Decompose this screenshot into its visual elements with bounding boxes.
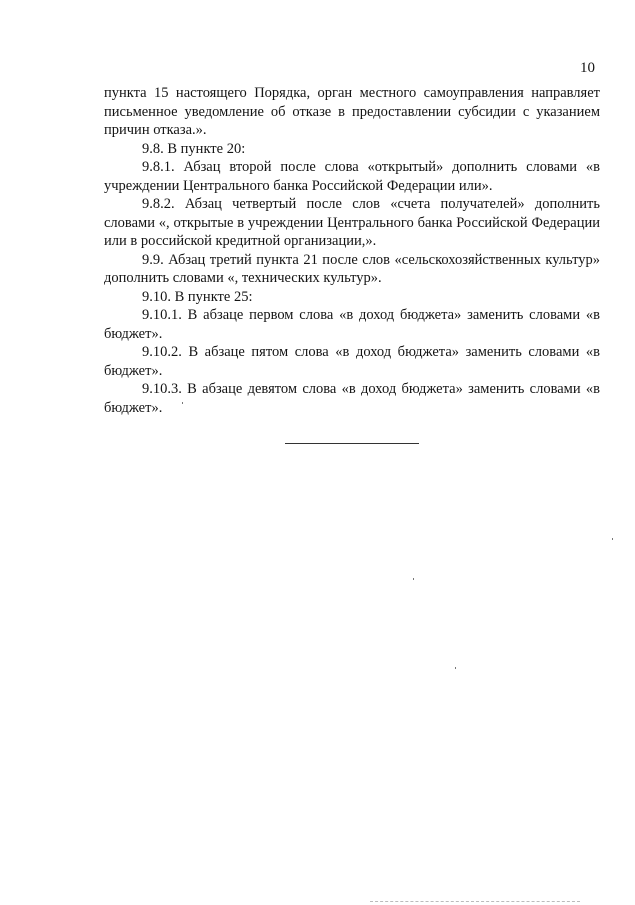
paragraph-9-10-1: 9.10.1. В абзаце первом слова «в доход бюджета» заменить словами «в бюджет».: [104, 307, 600, 342]
paragraph-continuation: пункта 15 настоящего Порядка, орган местного самоуправления направляет письменное уведомление об отказе в предоставлении субсидии с указанием причин отказа.».: [104, 85, 600, 138]
scan-speck: [413, 578, 414, 580]
page-number: 10: [580, 60, 595, 76]
paragraph-9-10-3: 9.10.3. В абзаце девятом слова «в доход бюджета» заменить словами «в бюджет».: [104, 381, 600, 416]
paragraph-9-9: 9.9. Абзац третий пункта 21 после слов «сельскохозяйственных культур» дополнить словами «, технических культур».: [104, 251, 600, 286]
paragraph-9-8: 9.8. В пункте 20:: [142, 140, 246, 157]
scan-speck: [455, 667, 456, 669]
end-separator-line: [285, 443, 419, 444]
scan-speck: [182, 402, 183, 404]
paragraph-9-8-1: 9.8.1. Абзац второй после слова «открытый» дополнить словами «в учреждении Центрального банка Российской Федерации или».: [104, 159, 600, 194]
paragraph-9-8-2: 9.8.2. Абзац четвертый после слов «счета получателей» дополнить словами «, открытые в учреждении Центрального банка Российской Федерации или в российской кредитной организации,».: [104, 196, 600, 249]
scan-edge-marks: [370, 901, 580, 902]
document-body: [104, 84, 600, 417]
paragraph-9-10-2: 9.10.2. В абзаце пятом слова «в доход бюджета» заменить словами «в бюджет».: [104, 344, 600, 379]
scan-speck: [612, 538, 613, 540]
paragraph-9-10: 9.10. В пункте 25:: [142, 288, 253, 305]
